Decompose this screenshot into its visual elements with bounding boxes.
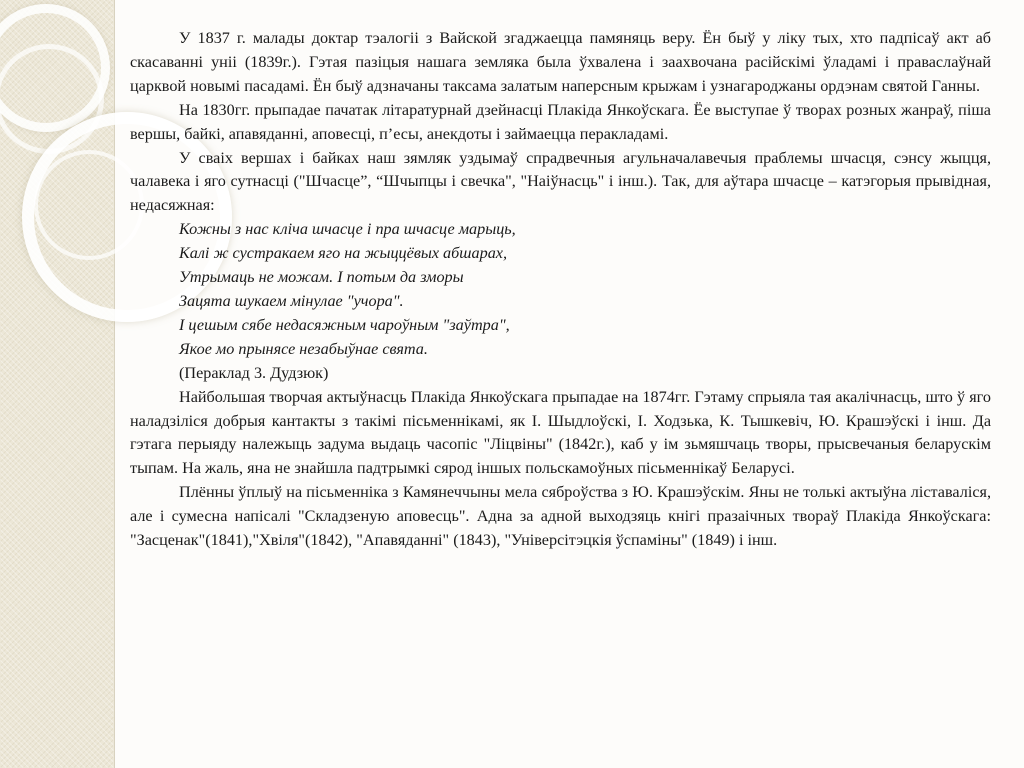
decorative-ring-shape <box>34 150 144 260</box>
paragraph: На 1830гг. прыпадае пачатак літаратурнай дзейнасці Плакіда Янкоўскага. Ёе выступае ў творах розных жанраў, піша вершы, байкі, апавяданні, аповесці, п’есы, анекдоты і займаецца перакладамі. <box>130 100 991 143</box>
verse-line: І цешым сябе недасяжным чароўным "заўтра", <box>179 315 510 334</box>
paragraph: У сваіх вершах і байках наш зямляк уздымаў спрадвечныя агульначалавечыя праблемы шчасця, сэнсу жыцця, чалавека і яго сутнасці ("Шчасце”, “Шчыпцы і свечка", "Наіўнасць" і інш.). Так, для аўтара шчасце – катэгорыя прывідная, недасяжная: <box>130 148 991 215</box>
paragraph: Найбольшая творчая актыўнасць Плакіда Янкоўскага прыпадае на 1874гг. Гэтаму спрыяла тая акалічнасць, што ў яго наладзіліся добрыя кантакты з такімі пісьменнікамі, як І. Шыдлоўскі, І. Ходзька, К. Тышкевіч, Ю. Крашэўскі і інш. Да гэтага перыяду належыць задума выдаць часопіс "Ліцвіны" (1842г.), каб у ім зьмяшчаць творы, прысвечаныя беларускім тыпам. На жаль, яна не знайшла падтрымкі сярод іншых польскамоўных пісьменнікаў Беларусі. <box>130 387 991 478</box>
paragraph: У 1837 г. малады доктар тэалогіі з Вайской згаджаецца памяняць веру. Ён быў у ліку тых, хто падпісаў акт аб скасаванні уніі (1839г.). Гэтая пазіцыя нашага земляка была ўхвалена і заахвочана расійскімі ўладамі і праваслаўнай царквой новымі пасадамі. Ён быў адзначаны таксама залатым наперсным крыжам і узнагароджаны ордэнам святой Ганны. <box>130 29 991 95</box>
verse-line: Кожны з нас кліча шчасце і пра шчасце марыць, <box>179 220 516 239</box>
verse-line: Утрымаць не можам. І потым да зморы <box>179 268 464 287</box>
decorative-side-panel <box>0 0 115 768</box>
verse-line: Калі ж сустракаем яго на жыццёвых абшарах, <box>179 244 508 263</box>
paragraph: Плённы ўплыў на пісьменніка з Камянеччыны мела сяброўства з Ю. Крашэўскім. Яны не толькі актыўна ліставаліся, але і сумесна напісалі "Складзеную аповесць". Адна за адной выходзяць кнігі празаічных твораў Плакіда Янкоўскага: "Засценак"(1841),"Хвіля"(1842), "Апавяданні" (1843), "Універсітэцкія ўспаміны" (1849) і інш. <box>130 483 991 550</box>
verse-line: Зацята шукаем мінулае "учора". <box>179 291 404 310</box>
translator-credit: (Пераклад 3. Дудзюк) <box>179 363 329 382</box>
slide-text-body <box>130 27 991 553</box>
verse-line: Якое мо прынясе незабыўнае свята. <box>179 339 428 358</box>
